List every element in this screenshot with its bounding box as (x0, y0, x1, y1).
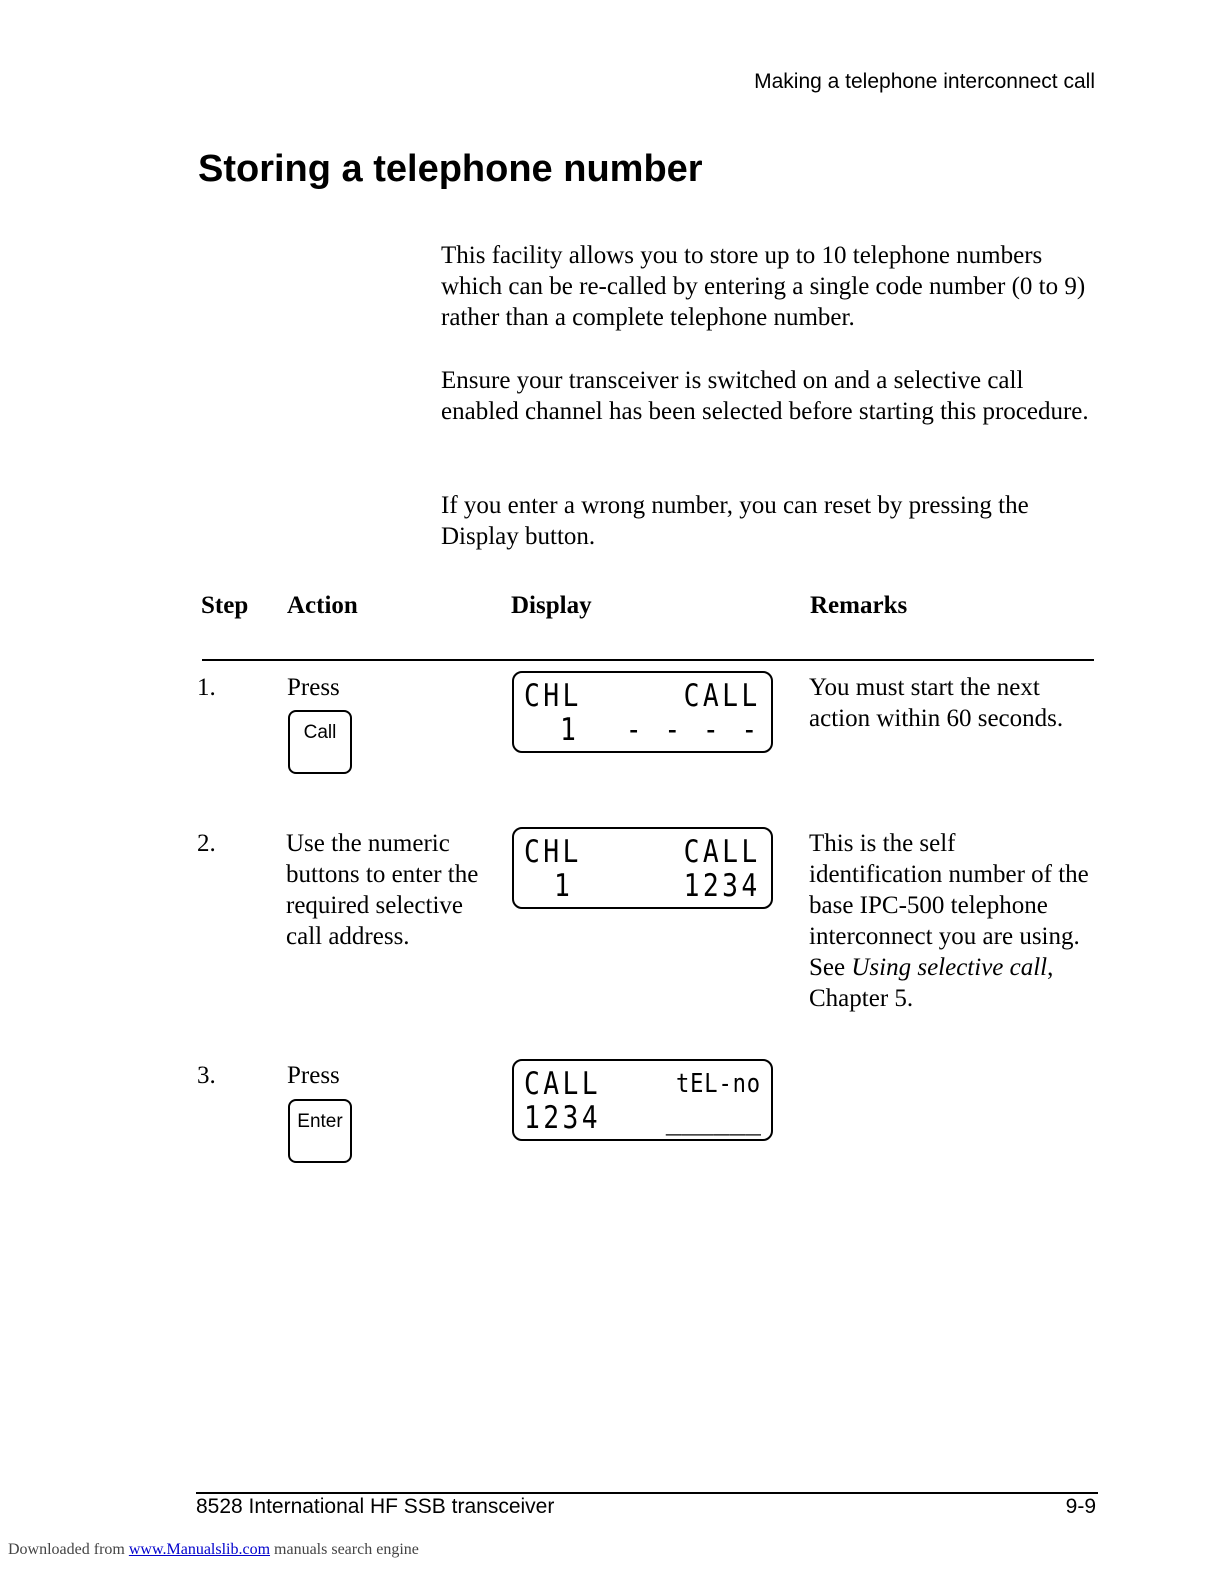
table-header-rule (202, 659, 1094, 661)
call-key-icon: Call (288, 710, 352, 774)
footer-page-number: 9-9 (1065, 1495, 1096, 1518)
action-text: Use the numeric buttons to enter the required selective call address. (286, 830, 479, 950)
intro-paragraph: This facility allows you to store up to 10 telephone numbers which can be re-called by entering a single code number (0 to 9) rather than a complete telephone number. (441, 242, 1086, 331)
column-header-remarks: Remarks (810, 592, 908, 619)
lcd-text: CHL (524, 678, 582, 714)
intro-paragraph: Ensure your transceiver is switched on and a selective call enabled channel has been selected before starting this procedure. (441, 367, 1089, 425)
page-title: Storing a telephone number (198, 148, 703, 190)
download-suffix: manuals search engine (274, 1541, 419, 1558)
action-text: Press (287, 1062, 340, 1089)
remarks-text (809, 828, 1094, 1014)
lcd-text: 1 (560, 712, 580, 748)
lcd-text: CALL (524, 1066, 602, 1102)
lcd-text: - - - - (626, 712, 761, 748)
action-text: Press (287, 674, 340, 701)
cross-reference: Using selective call (851, 954, 1048, 981)
lcd-text: ______ (665, 1100, 761, 1136)
lcd-text: 1 (554, 868, 574, 904)
lcd-display (512, 827, 773, 909)
lcd-text: tEL-no (676, 1069, 761, 1099)
download-prefix: Downloaded from (8, 1541, 125, 1558)
lcd-display (512, 1059, 773, 1141)
download-notice (8, 1541, 419, 1559)
intro-paragraph: If you enter a wrong number, you can reset by pressing the Display button. (441, 492, 1029, 550)
step-number: 3. (197, 1062, 216, 1089)
remarks-text: You must start the next action within 60 seconds. (809, 674, 1064, 732)
lcd-text: 1234 (683, 868, 761, 904)
column-header-step: Step (201, 592, 249, 619)
lcd-text: 1234 (524, 1100, 602, 1136)
lcd-text: CALL (683, 678, 761, 714)
column-header-action: Action (287, 592, 358, 619)
footer-product: 8528 International HF SSB transceiver (196, 1495, 555, 1518)
footer-rule (196, 1492, 1098, 1494)
manualslib-link[interactable]: www.Manualslib.com (128, 1541, 271, 1558)
step-number: 2. (197, 830, 216, 857)
lcd-text: CHL (524, 834, 582, 870)
lcd-text: CALL (683, 834, 761, 870)
remarks-prefix: This is the self identification number of the base IPC-500 telephone interconnect you are using. See (809, 830, 1089, 981)
step-number: 1. (197, 674, 216, 701)
running-header: Making a telephone interconnect call (754, 70, 1095, 93)
lcd-display (512, 671, 773, 753)
enter-key-icon: Enter (288, 1099, 352, 1163)
column-header-display: Display (511, 592, 592, 619)
remarks-suffix: , Chapter 5. (809, 954, 1054, 1012)
